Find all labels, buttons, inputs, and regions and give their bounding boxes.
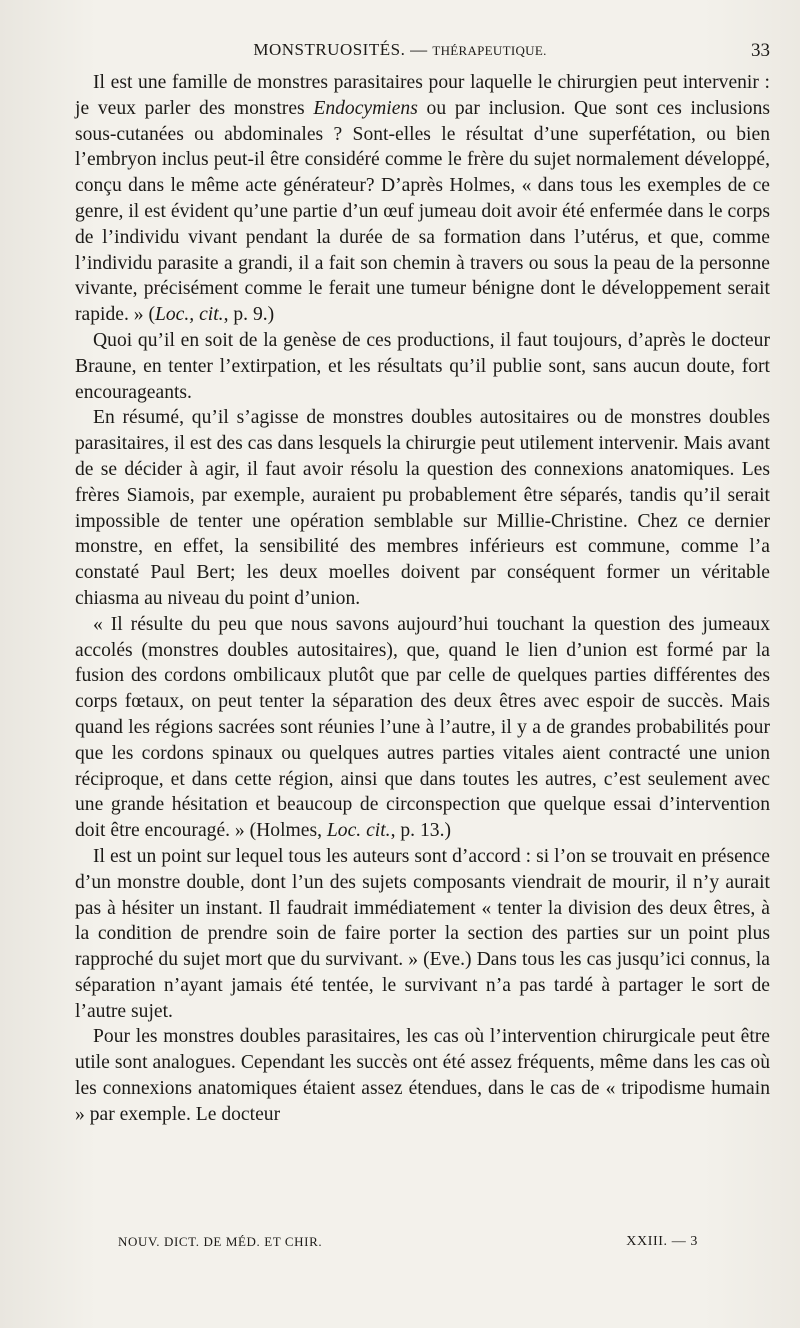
header-title	[0, 40, 800, 60]
text-run: En résumé, qu’il s’agisse de monstres doubles autositaires ou de monstres doubles parasitaires, il est des cas dans lesquels la chirurgie peut utilement intervenir. Mais avant de se décider à agir, il faut avoir résolu la question des connexions anatomiques. Les frères Siamois, par exemple, auraient pu probablement être séparés, tandis qu’il serait impossible de tenter une opération semblable sur Millie-Christine. Chez ce dernier monstre, en effet, la sensibilité des membres inférieurs est commune, comme l’a constaté Paul Bert; les deux moelles doivent par conséquent former un véritable chiasma au niveau du point d’union.	[75, 407, 770, 609]
header-subtitle: THÉRAPEUTIQUE.	[432, 43, 547, 58]
footer-publication: NOUV. DICT. DE MÉD. ET CHIR.	[118, 1234, 323, 1249]
text-run: « Il résulte du peu que nous savons aujourd’hui touchant la question des jumeaux accolés (monstres doubles autositaires), que, quand le lien d’union est formé par la fusion des cordons ombilicaux plutôt que par celle de quelques parties différentes des corps fœtaux, on peut tenter la séparation des deux êtres avec espoir de succès. Mais quand les régions sacrées sont réunies l’une à l’autre, il y a de grandes probabilités pour que les cordons spinaux ou quelques autres parties vitales aient contracté une union réciproque, et dans cette région, ainsi que dans toutes les autres, c’est seulement avec une grande hésitation et beaucoup de circonspection que quelque essai d’intervention doit être encouragé. » (Holmes,	[75, 613, 770, 842]
running-header	[0, 40, 800, 66]
body-text	[75, 70, 770, 1128]
page-footer	[118, 1234, 698, 1254]
text-run: Il est une famille de monstres parasitaires pour laquelle le chirurgien peut intervenir : je veux parler des monstres	[75, 72, 770, 119]
text-run: Pour les monstres doubles parasitaires, les cas où l’intervention chirurgicale peut être utile sont analogues. Cependant les succès ont été assez fréquents, même dans les cas où les connexions anatomiques étaient assez étendues, dans le cas de « tripodisme humain » par exemple. Le docteur	[75, 1026, 770, 1125]
footer-signature: XXIII. — 3	[626, 1234, 698, 1249]
paragraph	[75, 405, 770, 611]
italic-citation: Loc., cit.	[154, 304, 224, 326]
paragraph	[75, 328, 770, 405]
paragraph	[75, 1024, 770, 1127]
text-run: , p. 13.)	[390, 820, 451, 842]
italic-citation: Endocymiens	[313, 97, 418, 119]
text-run: Quoi qu’il en soit de la genèse de ces productions, il faut toujours, d’après le docteur Braune, en tenter l’extirpation, et les résultats qu’il publie sont, sans aucun doute, fort encourageants.	[75, 329, 770, 403]
header-title-text: MONSTRUOSITÉS. —	[253, 40, 428, 59]
paragraph	[75, 70, 770, 328]
text-run: Il est un point sur lequel tous les auteurs sont d’accord : si l’on se trouvait en présence d’un monstre double, dont l’un des sujets composants viendrait de mourir, il n’y aurait pas à hésiter un instant. Il faudrait immédiatement « tenter la division des deux êtres, à la condition de prendre soin de faire porter la section des parties sur un point plus rapproché du sujet mort que du survivant. » (Eve.) Dans tous les cas jusqu’ici connus, la séparation n’ayant jamais été tentée, le survivant n’a pas tardé à partager le sort de l’autre sujet.	[75, 845, 770, 1022]
paragraph	[75, 844, 770, 1025]
text-run: ou par inclusion. Que sont ces inclusions sous-cutanées ou abdominales ? Sont-elles le résultat d’une superfétation, ou bien l’embryon inclus peut-il être considéré comme le frère du sujet normalement développé, conçu dans le même acte générateur? D’après Holmes, « dans tous les exemples de ce genre, il est évident qu’une partie d’un œuf jumeau doit avoir été enfermée dans le corps de l’individu vivant pendant la durée de sa formation dans l’utérus, et que, comme l’individu parasite a grandi, il a fait son chemin à travers ou sous la peau de la personne vivante, précisément comme le ferait une tumeur bénigne dont le développement serait rapide. » (	[75, 97, 770, 326]
page-number: 33	[751, 40, 770, 61]
italic-citation: Loc. cit.	[326, 820, 391, 842]
paragraph	[75, 612, 770, 844]
text-run: , p. 9.)	[223, 304, 275, 326]
